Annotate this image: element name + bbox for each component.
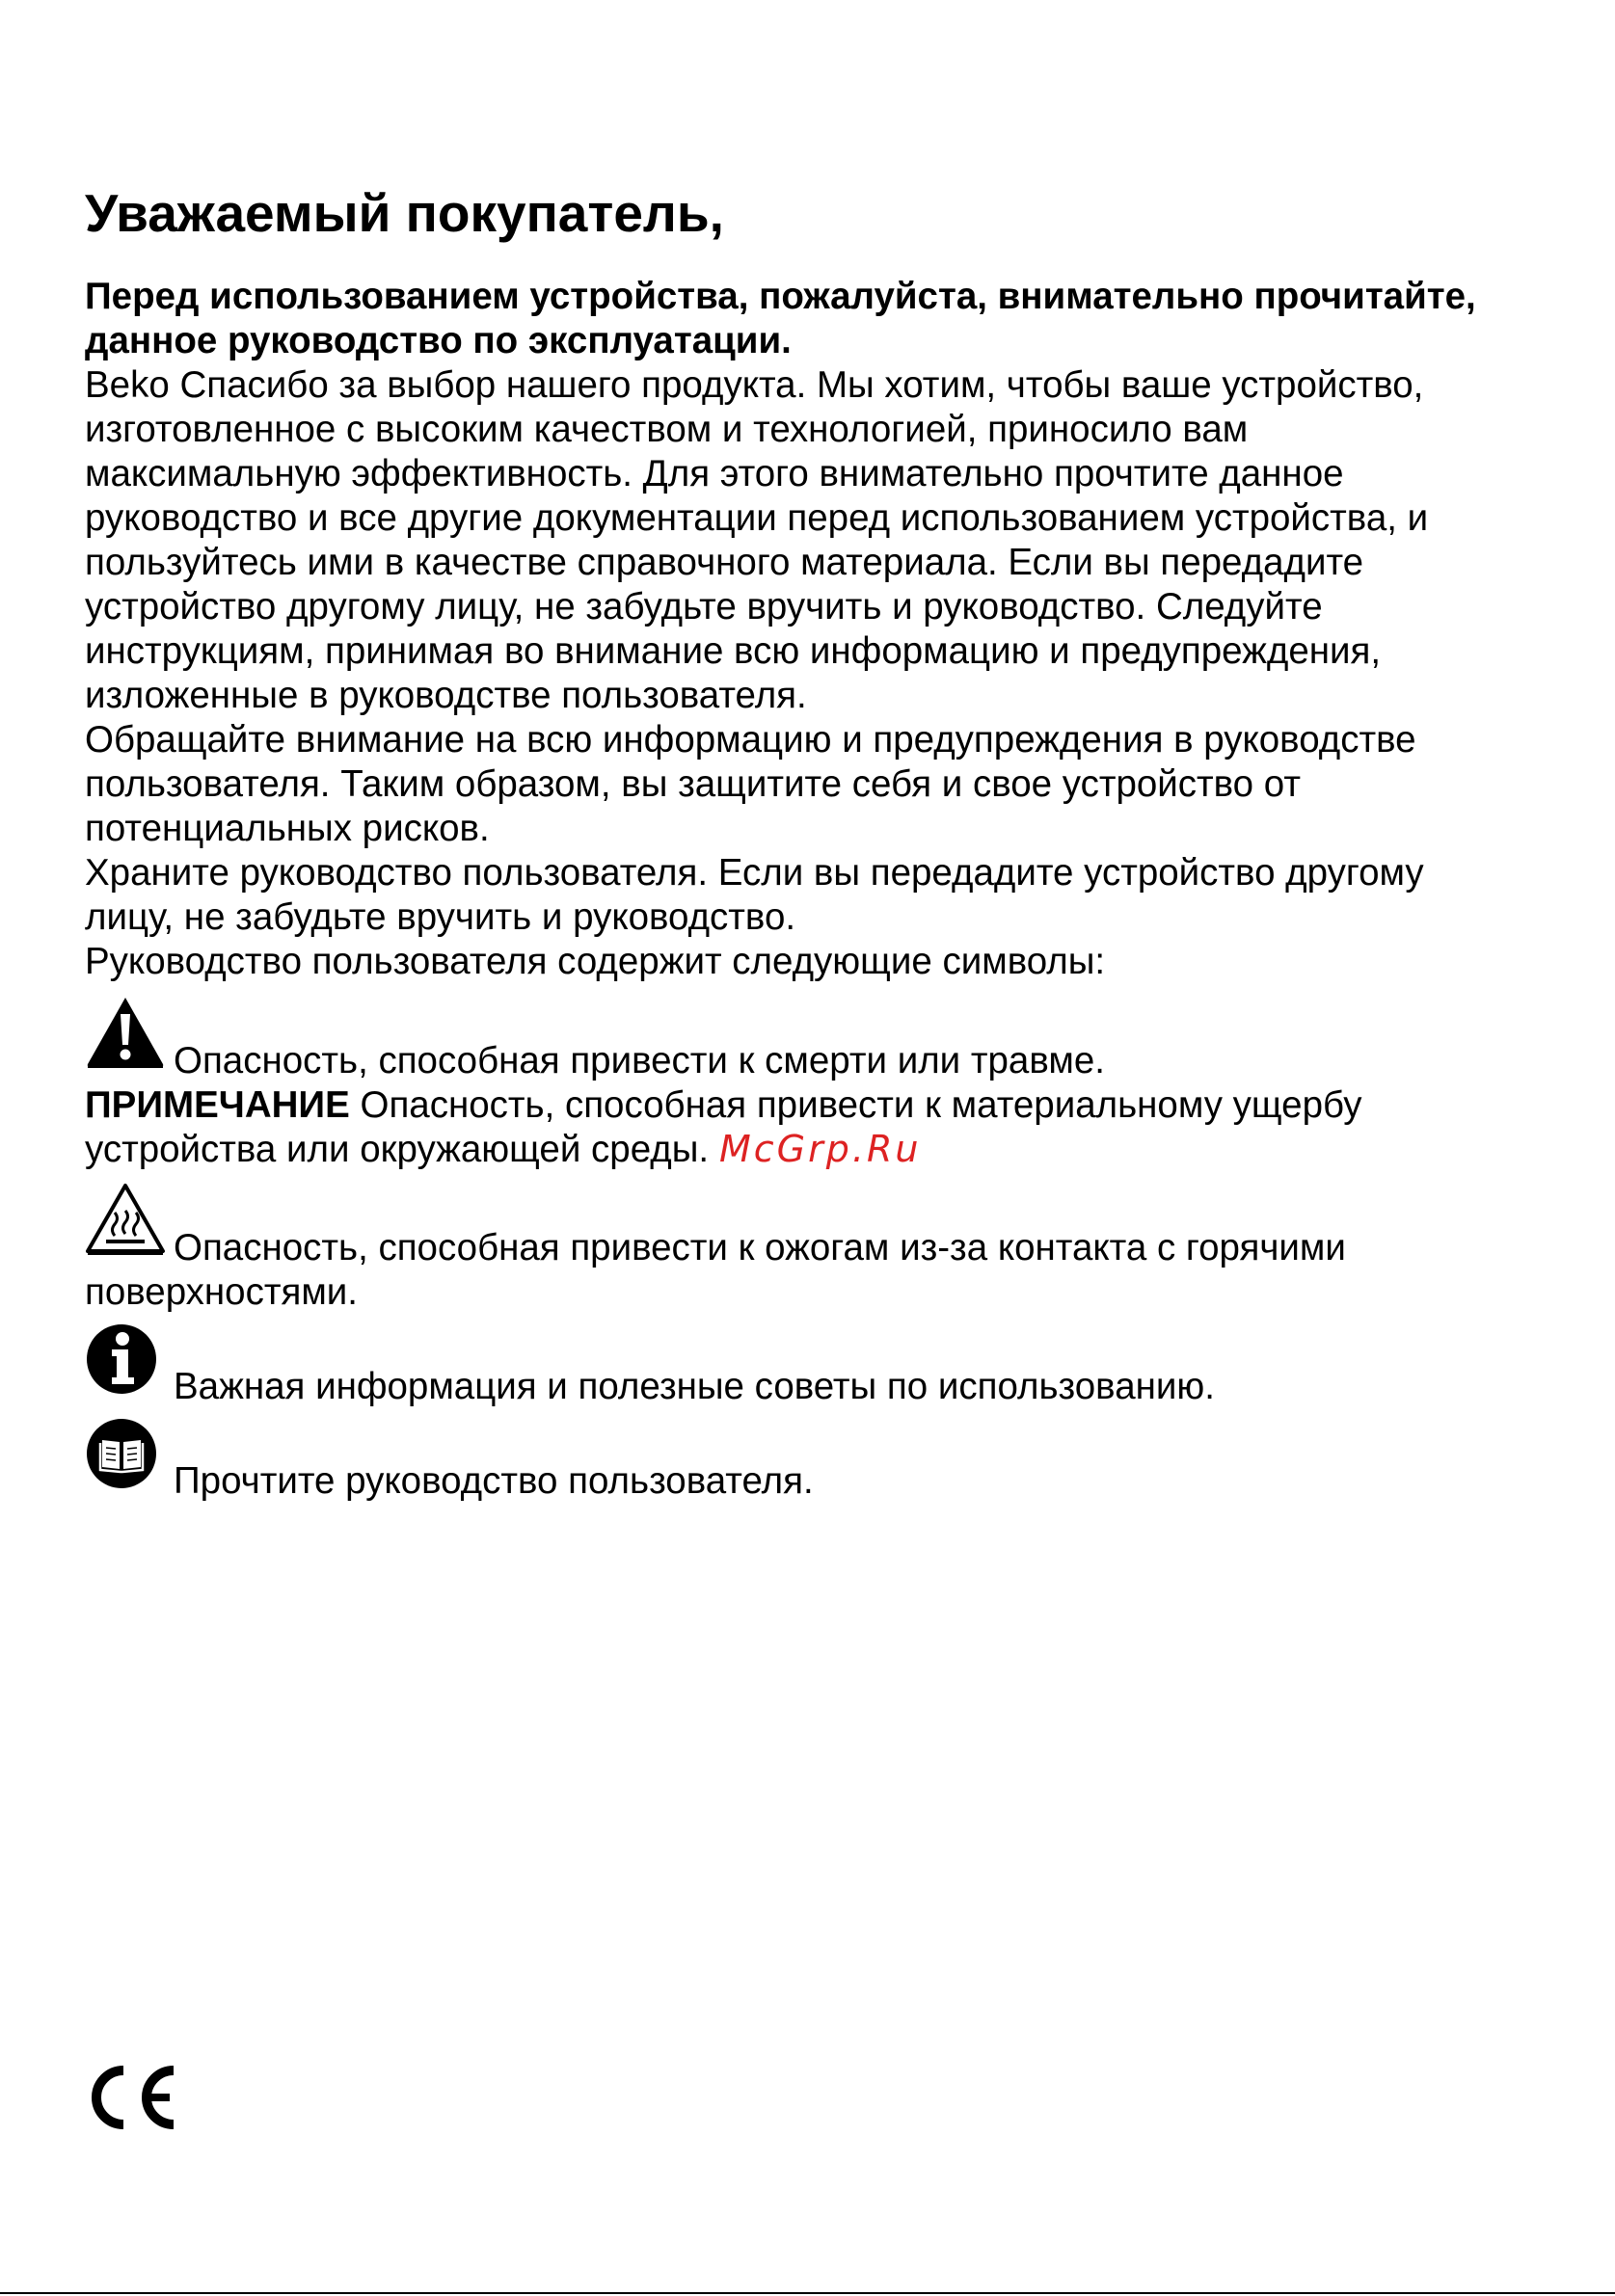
symbol-danger <box>85 995 1531 1081</box>
paragraph-line: максимальную эффективность. Для этого внимательно прочтите данное <box>85 453 1344 494</box>
book-icon <box>85 1417 158 1490</box>
intro-content <box>85 275 1589 984</box>
hot-surface-icon <box>85 1182 166 1257</box>
paragraph-line: Обращайте внимание на всю информацию и предупреждения в руководстве <box>85 719 1416 761</box>
info-icon <box>85 1322 158 1396</box>
symbols-intro: Руководство пользователя содержит следующие символы: <box>85 941 1106 982</box>
hot-text-2: поверхностями. <box>85 1271 358 1313</box>
paragraph-line: пользуйтесь ими в качестве справочного материала. Если вы передадите <box>85 542 1364 583</box>
warning-triangle-icon <box>85 995 166 1070</box>
paragraph-line: руководство и все другие документации перед использованием устройства, и <box>85 497 1429 539</box>
paragraph-line: потенциальных рисков. <box>85 808 490 849</box>
paragraph-line: пользователя. Таким образом, вы защитите себя и свое устройство от <box>85 763 1301 805</box>
paragraph-line: изложенные в руководстве пользователя. <box>85 675 807 716</box>
paragraph-line: лицу, не забудьте вручить и руководство. <box>85 896 796 938</box>
watermark-text: McGrp.Ru <box>719 1128 922 1170</box>
danger-text: Опасность, способная привести к смерти или травме. <box>174 1040 1105 1081</box>
intro-bold-line: Перед использованием устройства, пожалуйста, внимательно прочитайте, <box>85 276 1476 317</box>
hot-text-1: Опасность, способная привести к ожогам из-за контакта с горячими <box>174 1227 1346 1268</box>
intro-bold-line: данное руководство по эксплуатации. <box>85 320 792 361</box>
symbol-info <box>85 1322 1531 1411</box>
note-text: Опасность, способная привести к материальному ущербу <box>349 1084 1362 1126</box>
symbol-hot-surface <box>85 1182 1531 1317</box>
paragraph-line: изготовленное с высоким качеством и технологией, приносило вам <box>85 409 1249 450</box>
note-label: ПРИМЕЧАНИЕ <box>85 1084 350 1126</box>
paragraph-line: Храните руководство пользователя. Если вы передадите устройство другому <box>85 852 1424 894</box>
ce-mark-logo <box>83 2063 179 2132</box>
symbol-manual <box>85 1417 1531 1506</box>
note-line-1 <box>85 1083 1361 1128</box>
bottom-rule <box>0 2292 1615 2294</box>
paragraph-line: Beko Спасибо за выбор нашего продукта. Мы хотим, чтобы ваше устройство, <box>85 364 1424 406</box>
manual-text: Прочтите руководство пользователя. <box>174 1460 814 1502</box>
note-text-line-2: устройства или окружающей среды. <box>85 1129 710 1170</box>
page-title: Уважаемый покупатель, <box>85 183 724 243</box>
paragraph-line: устройство другому лицу, не забудьте вручить и руководство. Следуйте <box>85 586 1323 627</box>
paragraph-line: инструкциям, принимая во внимание всю информацию и предупреждения, <box>85 630 1382 672</box>
info-text: Важная информация и полезные советы по использованию. <box>174 1366 1215 1407</box>
